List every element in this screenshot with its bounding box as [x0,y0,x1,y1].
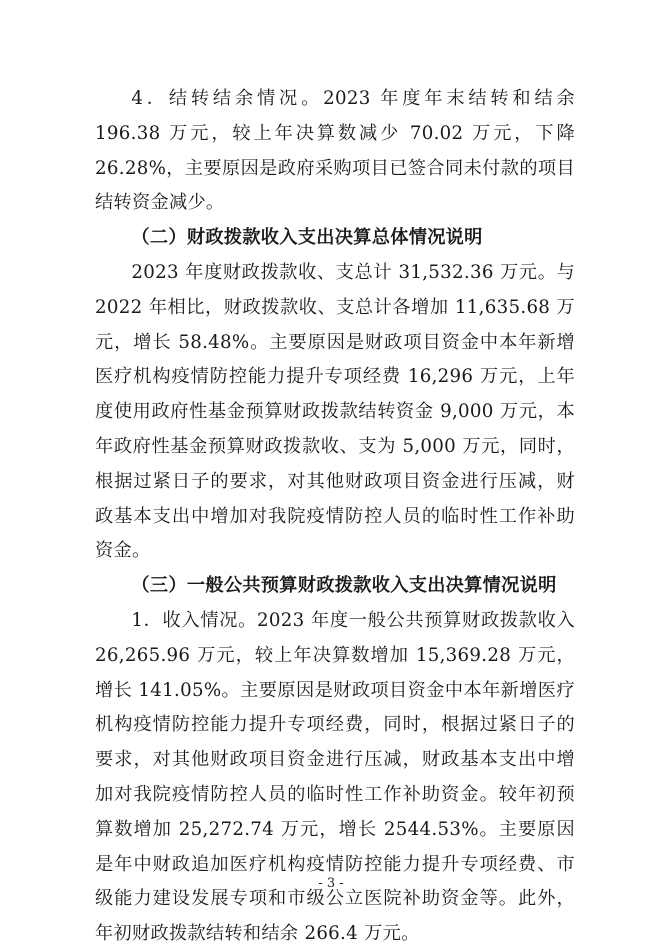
paragraph-income-situation: 1．收入情况。2023 年度一般公共预算财政拨款收入 26,265.96 万元，较上年决算数增加 15,369.28 万元，增长 141.05%。主要原因是财政项目资金中本年新增医疗机构疫情防控能力提升专项经费，同时，根据过紧日子的要求，对其他财政项目资金进行压减，财政基本支出中增加对我院疫情防控人员的临时性工作补助资金。较年初预算数增加 25,272.74 万元，增长 2544.53%。主要原因是年中财政追加医疗机构疫情防控能力提升专项经费、市级能力建设发展专项和市级公立医院补助资金等。此外，年初财政拨款结转和结余 266.4 万元。 [95,609,575,945]
page-number: - 3 - [318,876,344,891]
section-heading-general-budget: （三）一般公共预算财政拨款收入支出决算情况说明 [131,575,557,597]
document-body [95,82,575,952]
section-heading-fiscal-overall: （二）财政拨款收入支出决算总体情况说明 [131,227,483,249]
paragraph-carryover-balance: 4．结转结余情况。2023 年度年末结转和结余 196.38 万元，较上年决算数减少 70.02 万元，下降 26.28%，主要原因是政府采购项目已签合同未付款的项目结转资金减少。 [95,88,575,214]
paragraph-fiscal-overall: 2023 年度财政拨款收、支总计 31,532.36 万元。与 2022 年相比，财政拨款收、支总计各增加 11,635.68 万元，增长 58.48%。主要原因是财政项目资金中本年新增医疗机构疫情防控能力提升专项经费 16,296 万元，上年度使用政府性基金预算财政拨款结转资金 9,000 万元，本年政府性基金预算财政拨款收、支为 5,000 万元，同时，根据过紧日子的要求，对其他财政项目资金进行压减，财政基本支出中增加对我院疫情防控人员的临时性工作补助资金。 [95,261,575,562]
